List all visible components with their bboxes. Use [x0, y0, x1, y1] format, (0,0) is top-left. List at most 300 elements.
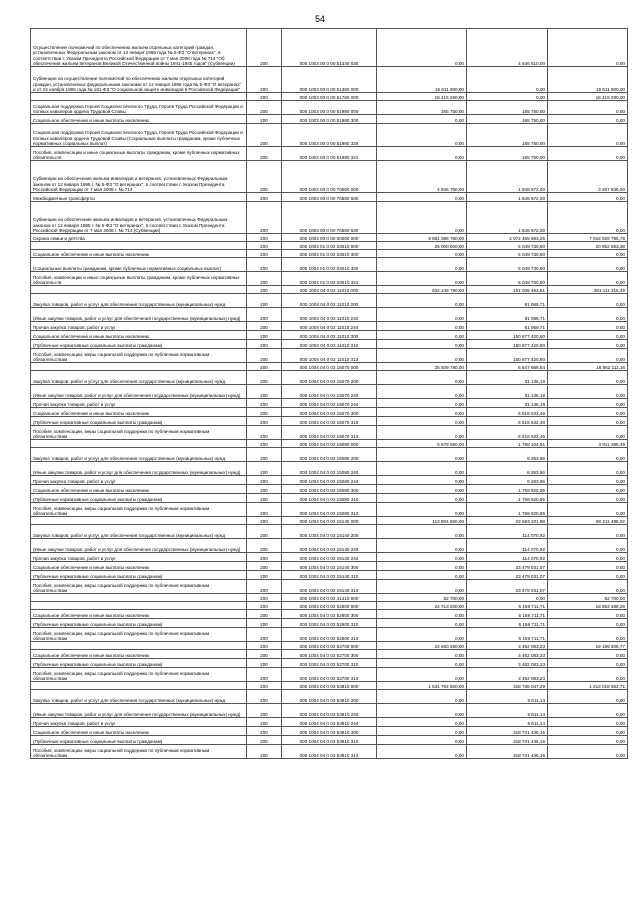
table-row: [31, 580, 628, 594]
table-row: [31, 193, 628, 202]
table-row: [31, 147, 628, 161]
row-assigned: 0,00: [377, 610, 467, 619]
row-budget-code: 000 1004 04 0 02 11010 310: [282, 340, 377, 349]
row-budget-code: 000 1003 00 0 00 51980 321: [282, 147, 377, 161]
row-unexecuted: 0,00: [548, 29, 628, 67]
table-row: [31, 294, 628, 308]
row-unexecuted: 0,00: [548, 690, 628, 704]
row-budget-code: 000 1004 04 0 02 15140 240: [282, 539, 377, 553]
row-unexecuted: 0,00: [548, 704, 628, 718]
row-executed: 5 611,14: [467, 718, 548, 727]
row-unexecuted: 0,00: [548, 322, 628, 331]
table-row: [31, 650, 628, 659]
table-row: [31, 594, 628, 602]
row-admin-code: 200: [247, 727, 282, 736]
row-admin-code: 200: [247, 619, 282, 628]
row-admin-code: 200: [247, 67, 282, 93]
row-budget-code: 000 1004 04 0 02 15140 000: [282, 517, 377, 525]
row-assigned: 0,00: [377, 250, 467, 258]
row-unexecuted: 0,00: [548, 610, 628, 619]
row-assigned: 9 681 386 780,00: [377, 234, 467, 242]
row-assigned: 0,00: [377, 580, 467, 594]
row-name: Субвенции на осуществление полномочий по обеспечению жильем отдельных категорий граждан, установленных федеральными законами от 12 января 1995 года № 5-ФЗ "О ветеранах" и от 24 ноября 1995 года № 181-ФЗ "О социальной защите инвалидов в Российской Федерации": [31, 67, 247, 93]
row-budget-code: 000 1004 04 0 02 15140 300: [282, 562, 377, 571]
row-unexecuted: 481 111 316,49: [548, 286, 628, 294]
row-budget-code: 000 1004 04 0 03 53810 244: [282, 718, 377, 727]
row-admin-code: 200: [247, 462, 282, 476]
row-name: Социальное обеспечение и иные выплаты населению: [31, 562, 247, 571]
row-budget-code: 000 1003 00 0 00 70560 000: [282, 161, 377, 193]
row-name: Пособия, компенсации, меры социальной поддержки по публичным нормативным обязательствам: [31, 503, 247, 517]
row-admin-code: 200: [247, 642, 282, 650]
row-admin-code: 200: [247, 594, 282, 602]
row-assigned: 0,00: [377, 193, 467, 202]
row-executed: 1 848 672,00: [467, 161, 548, 193]
table-row: [31, 476, 628, 485]
row-assigned: 0,00: [377, 736, 467, 745]
row-admin-code: 200: [247, 286, 282, 294]
row-name: Социальное обеспечение и иные выплаты населению: [31, 331, 247, 340]
row-unexecuted: 0,00: [548, 619, 628, 628]
row-executed: 1 759 820,85: [467, 503, 548, 517]
row-budget-code: 000 1004 04 0 03 53810 240: [282, 704, 377, 718]
row-executed: 3 482 083,23: [467, 659, 548, 668]
row-admin-code: 200: [247, 349, 282, 363]
row-budget-code: 000 1004 04 0 02 11010 200: [282, 294, 377, 308]
table-row: [31, 161, 628, 193]
row-name: [31, 602, 247, 610]
row-budget-code: 000 1003 00 0 00 70560 500: [282, 193, 377, 202]
row-unexecuted: 52 700,00: [548, 594, 628, 602]
row-admin-code: 200: [247, 363, 282, 371]
row-unexecuted: 0,00: [548, 193, 628, 202]
table-row: [31, 426, 628, 440]
row-unexecuted: 0,00: [548, 408, 628, 417]
row-admin-code: 200: [247, 161, 282, 193]
table-row: [31, 322, 628, 331]
row-unexecuted: 0,00: [548, 659, 628, 668]
row-admin-code: 200: [247, 202, 282, 234]
row-admin-code: 200: [247, 517, 282, 525]
row-budget-code: 000 1004 04 0 02 52600 313: [282, 628, 377, 642]
row-budget-code: 000 1004 04 0 02 52700 313: [282, 668, 377, 682]
row-assigned: 0,00: [377, 562, 467, 571]
row-name: Закупка товаров, работ и услуг для обеспечения государственных (муниципальных) нужд: [31, 690, 247, 704]
row-admin-code: 200: [247, 571, 282, 580]
row-executed: 114 070,92: [467, 553, 548, 562]
row-admin-code: 200: [247, 580, 282, 594]
row-unexecuted: 20 952 593,38: [548, 242, 628, 250]
row-assigned: 0,00: [377, 349, 467, 363]
row-name: [31, 242, 247, 250]
row-executed: 6 159 711,71: [467, 602, 548, 610]
row-admin-code: 200: [247, 659, 282, 668]
row-name: Прочая закупка товаров, работ и услуг: [31, 399, 247, 408]
row-admin-code: 200: [247, 340, 282, 349]
row-budget-code: 000 1004 04 0 02 15080 310: [282, 494, 377, 503]
row-executed: 3 482 083,23: [467, 650, 548, 659]
row-name: Социальная поддержка Героев Социалистического Труда, Героев Труда Российской Федерации и полных кавалеров ордена Трудовой Славы: [31, 101, 247, 115]
row-name: (Публичные нормативные социальные выплаты гражданам): [31, 494, 247, 503]
row-assigned: 113 804 600,00: [377, 517, 467, 525]
row-name: Пособия, компенсации, меры социальной поддержки по публичным нормативным обязательствам: [31, 745, 247, 759]
row-assigned: 0,00: [377, 115, 467, 124]
table-row: [31, 29, 628, 67]
row-assigned: 0,00: [377, 619, 467, 628]
row-name: [31, 93, 247, 101]
row-executed: 23 593 101,98: [467, 517, 548, 525]
row-executed: 6 647 668,84: [467, 363, 548, 371]
row-budget-code: 000 1004 04 0 03 53810 200: [282, 690, 377, 704]
row-admin-code: 200: [247, 426, 282, 440]
row-admin-code: 200: [247, 745, 282, 759]
row-unexecuted: 0,00: [548, 745, 628, 759]
row-name: (Иные закупки товаров, работ и услуг для обеспечения государственных (муниципальных) нужд): [31, 704, 247, 718]
table-row: [31, 67, 628, 93]
row-budget-code: 000 1004 04 0 02 15070 200: [282, 371, 377, 385]
row-admin-code: 200: [247, 371, 282, 385]
row-assigned: 0,00: [377, 476, 467, 485]
row-executed: 3 482 083,23: [467, 668, 548, 682]
row-assigned: 0,00: [377, 704, 467, 718]
row-unexecuted: 0,00: [548, 628, 628, 642]
row-unexecuted: 0,00: [548, 736, 628, 745]
row-admin-code: 200: [247, 272, 282, 286]
row-name: Социальное обеспечение и иные выплаты населению: [31, 115, 247, 124]
row-budget-code: 000 1004 04 0 02 15070 000: [282, 363, 377, 371]
row-unexecuted: 3 257 838,00: [548, 161, 628, 193]
row-unexecuted: 0,00: [548, 525, 628, 539]
row-budget-code: 000 1004 04 0 02 52700 300: [282, 650, 377, 659]
row-unexecuted: 18 553 488,29: [548, 602, 628, 610]
row-executed: 1 759 820,85: [467, 494, 548, 503]
row-admin-code: 200: [247, 718, 282, 727]
row-executed: 114 070,92: [467, 525, 548, 539]
row-budget-code: 000 1004 04 0 02 15070 313: [282, 426, 377, 440]
row-budget-code: 000 1004 04 0 02 15140 200: [282, 525, 377, 539]
row-name: Пособия, компенсации, меры социальной поддержки по публичным нормативным обязательствам: [31, 668, 247, 682]
row-assigned: 0,00: [377, 408, 467, 417]
row-assigned: 0,00: [377, 494, 467, 503]
row-assigned: 0,00: [377, 340, 467, 349]
row-admin-code: 200: [247, 503, 282, 517]
row-assigned: 22 660 390,00: [377, 642, 467, 650]
row-unexecuted: 0,00: [548, 539, 628, 553]
row-admin-code: 200: [247, 385, 282, 399]
row-unexecuted: 0,00: [548, 553, 628, 562]
row-admin-code: 200: [247, 294, 282, 308]
row-name: [31, 363, 247, 371]
row-assigned: 18 415 290,00: [377, 93, 467, 101]
row-executed: 5 049 730,60: [467, 242, 548, 250]
row-admin-code: 200: [247, 250, 282, 258]
row-unexecuted: 0,00: [548, 147, 628, 161]
row-assigned: 52 700,00: [377, 594, 467, 602]
row-budget-code: 000 1004 04 0 02 15070 240: [282, 385, 377, 399]
row-admin-code: 200: [247, 736, 282, 745]
row-name: [31, 682, 247, 690]
row-executed: 150 877 420,80: [467, 340, 548, 349]
row-name: [31, 286, 247, 294]
row-admin-code: 200: [247, 448, 282, 462]
row-budget-code: 000 1004 04 0 03 53810 310: [282, 736, 377, 745]
row-assigned: 0,00: [377, 399, 467, 408]
row-budget-code: 000 1004 00 0 00 00000 000: [282, 234, 377, 242]
row-unexecuted: 0,00: [548, 202, 628, 234]
row-executed: 31 136,18: [467, 399, 548, 408]
row-name: Социальное обеспечение и иные выплаты населению: [31, 650, 247, 659]
row-admin-code: 200: [247, 562, 282, 571]
row-executed: 23 479 031,07: [467, 562, 548, 571]
row-executed: 3 482 083,23: [467, 642, 548, 650]
row-executed: 5 049 730,60: [467, 258, 548, 272]
row-executed: 150 877 420,80: [467, 331, 548, 340]
row-admin-code: 200: [247, 193, 282, 202]
row-executed: 81 069,71: [467, 322, 548, 331]
row-assigned: 0,00: [377, 124, 467, 147]
row-assigned: 15 611 900,00: [377, 67, 467, 93]
row-name: Прочая закупка товаров, работ и услуг: [31, 718, 247, 727]
row-budget-code: 000 1003 00 0 00 51340 530: [282, 29, 377, 67]
row-assigned: 0,00: [377, 29, 467, 67]
table-row: [31, 485, 628, 494]
row-budget-code: 000 1004 04 0 02 52700 310: [282, 659, 377, 668]
row-budget-code: 000 1004 04 0 02 15070 310: [282, 417, 377, 426]
row-budget-code: 000 1003 00 0 00 51350 000: [282, 67, 377, 93]
row-name: Закупка товаров, работ и услуг для обеспечения государственных (муниципальных) нужд: [31, 448, 247, 462]
row-executed: 31 136,18: [467, 371, 548, 385]
row-unexecuted: 3 911 385,49: [548, 440, 628, 448]
row-admin-code: 200: [247, 101, 282, 115]
row-unexecuted: 7 618 929 796,75: [548, 234, 628, 242]
row-assigned: 24 713 200,00: [377, 602, 467, 610]
row-assigned: 0,00: [377, 448, 467, 462]
row-unexecuted: 0,00: [548, 462, 628, 476]
row-name: Прочая закупка товаров, работ и услуг: [31, 553, 247, 562]
row-budget-code: 000 1004 04 0 02 15140 313: [282, 580, 377, 594]
row-assigned: 0,00: [377, 553, 467, 562]
row-unexecuted: 0,00: [548, 448, 628, 462]
row-unexecuted: 0,00: [548, 124, 628, 147]
row-budget-code: 000 1004 04 0 02 11010 300: [282, 331, 377, 340]
row-admin-code: 200: [247, 485, 282, 494]
row-executed: 165 750,00: [467, 147, 548, 161]
row-admin-code: 200: [247, 93, 282, 101]
row-executed: 5 611,14: [467, 690, 548, 704]
row-admin-code: 200: [247, 668, 282, 682]
table-row: [31, 610, 628, 619]
row-executed: 0,00: [467, 594, 548, 602]
row-unexecuted: 0,00: [548, 294, 628, 308]
row-unexecuted: 0,00: [548, 426, 628, 440]
row-assigned: 0,00: [377, 147, 467, 161]
row-budget-code: 000 1004 04 0 02 52700 000: [282, 642, 377, 650]
row-admin-code: 200: [247, 682, 282, 690]
row-executed: 81 069,71: [467, 308, 548, 322]
row-budget-code: 000 1004 04 0 02 11010 000: [282, 286, 377, 294]
row-executed: 1 848 672,00: [467, 202, 548, 234]
row-budget-code: 000 1004 04 0 02 11010 240: [282, 308, 377, 322]
row-name: (Публичные нормативные социальные выплаты гражданам): [31, 417, 247, 426]
table-row: [31, 124, 628, 147]
table-row: [31, 642, 628, 650]
row-executed: 23 479 031,07: [467, 571, 548, 580]
row-assigned: 0,00: [377, 272, 467, 286]
table-row: [31, 286, 628, 294]
row-unexecuted: 0,00: [548, 101, 628, 115]
row-assigned: 0,00: [377, 202, 467, 234]
budget-table: [30, 28, 628, 759]
row-admin-code: 200: [247, 539, 282, 553]
row-executed: 165 750,00: [467, 124, 548, 147]
row-budget-code: 000 1004 04 0 03 53810 000: [282, 682, 377, 690]
row-unexecuted: 0,00: [548, 371, 628, 385]
table-row: [31, 745, 628, 759]
row-name: (Социальные выплаты гражданам, кроме публичных нормативных социальных выплат): [31, 258, 247, 272]
row-unexecuted: 0,00: [548, 272, 628, 286]
row-executed: 5 049 730,60: [467, 250, 548, 258]
row-budget-code: 000 1004 04 0 02 52600 000: [282, 602, 377, 610]
row-executed: 8 263,66: [467, 476, 548, 485]
row-assigned: 0,00: [377, 485, 467, 494]
row-executed: 0,00: [467, 67, 548, 93]
table-row: [31, 704, 628, 718]
table-row: [31, 494, 628, 503]
table-row: [31, 525, 628, 539]
row-budget-code: 000 1003 00 0 00 51980 320: [282, 124, 377, 147]
row-name: (Публичные нормативные социальные выплаты гражданам): [31, 571, 247, 580]
row-assigned: 0,00: [377, 308, 467, 322]
table-row: [31, 736, 628, 745]
row-name: Социальное обеспечение и иные выплаты населению: [31, 727, 247, 736]
row-admin-code: 200: [247, 308, 282, 322]
row-executed: 318 731 436,15: [467, 736, 548, 745]
row-assigned: 165 750,00: [377, 101, 467, 115]
row-assigned: 0,00: [377, 385, 467, 399]
row-unexecuted: 0,00: [548, 417, 628, 426]
row-assigned: 0,00: [377, 690, 467, 704]
table-row: [31, 371, 628, 385]
row-executed: 165 750,00: [467, 115, 548, 124]
table-row: [31, 571, 628, 580]
row-budget-code: 000 1003 00 0 00 70560 530: [282, 202, 377, 234]
row-assigned: 4 846 760,00: [377, 161, 467, 193]
row-admin-code: 200: [247, 417, 282, 426]
row-unexecuted: 0,00: [548, 258, 628, 272]
table-row: [31, 539, 628, 553]
row-name: Прочая закупка товаров, работ и услуг: [31, 322, 247, 331]
table-row: [31, 385, 628, 399]
row-unexecuted: 0,00: [548, 385, 628, 399]
table-row: [31, 417, 628, 426]
row-name: (Публичные нормативные социальные выплаты гражданам): [31, 659, 247, 668]
row-executed: 1 768 104,51: [467, 440, 548, 448]
row-name: Охрана семьи и детства: [31, 234, 247, 242]
table-row: [31, 727, 628, 736]
row-executed: 1 759 820,85: [467, 485, 548, 494]
row-executed: 0,00: [467, 93, 548, 101]
row-unexecuted: 0,00: [548, 485, 628, 494]
row-budget-code: 000 1004 04 0 02 15070 300: [282, 408, 377, 417]
row-budget-code: 000 1004 04 0 02 15140 310: [282, 571, 377, 580]
table-row: [31, 250, 628, 258]
table-row: [31, 619, 628, 628]
row-unexecuted: 0,00: [548, 718, 628, 727]
table-row: [31, 399, 628, 408]
row-name: [31, 517, 247, 525]
row-unexecuted: 0,00: [548, 571, 628, 580]
row-budget-code: 000 1004 04 0 02 52600 300: [282, 610, 377, 619]
row-budget-code: 000 1004 04 0 02 41410 000: [282, 594, 377, 602]
row-executed: 81 069,71: [467, 294, 548, 308]
row-unexecuted: 19 198 306,77: [548, 642, 628, 650]
table-row: [31, 272, 628, 286]
row-budget-code: 000 1004 04 0 02 15080 240: [282, 462, 377, 476]
row-assigned: 0,00: [377, 331, 467, 340]
row-admin-code: 200: [247, 399, 282, 408]
row-assigned: 0,00: [377, 745, 467, 759]
row-budget-code: 000 1003 00 0 00 51980 000: [282, 101, 377, 115]
row-unexecuted: 18 862 111,16: [548, 363, 628, 371]
row-budget-code: 000 1004 04 0 02 15080 000: [282, 440, 377, 448]
row-admin-code: 200: [247, 476, 282, 485]
row-unexecuted: 0,00: [548, 494, 628, 503]
table-row: [31, 718, 628, 727]
row-name: Социальное обеспечение и иные выплаты населению: [31, 250, 247, 258]
row-admin-code: 200: [247, 494, 282, 503]
row-admin-code: 200: [247, 440, 282, 448]
row-admin-code: 200: [247, 408, 282, 417]
row-admin-code: 200: [247, 704, 282, 718]
row-budget-code: 000 1004 04 0 03 53810 313: [282, 745, 377, 759]
row-unexecuted: 15 611 900,00: [548, 67, 628, 93]
table-row: [31, 308, 628, 322]
row-budget-code: 000 1004 04 0 02 11010 244: [282, 322, 377, 331]
row-executed: 6 159 711,71: [467, 628, 548, 642]
row-name: [31, 594, 247, 602]
row-name: (Публичные нормативные социальные выплаты гражданам): [31, 619, 247, 628]
row-name: Социальное обеспечение и иные выплаты населению: [31, 408, 247, 417]
row-assigned: 25 000 000,00: [377, 242, 467, 250]
row-admin-code: 200: [247, 553, 282, 562]
row-budget-code: 000 1004 01 0 02 03010 000: [282, 242, 377, 250]
row-name: (Публичные нормативные социальные выплаты гражданам): [31, 340, 247, 349]
row-assigned: 0,00: [377, 628, 467, 642]
table-row: [31, 115, 628, 124]
table-row: [31, 553, 628, 562]
row-name: Осуществление полномочий по обеспечению жильем отдельных категорий граждан, установленных Федеральным законом от 12 января 1995 года № 5-ФЗ "О ветеранах", в соответствии с Указом Президента Российской Федерации от 7 мая 2008 года № 714 "Об обеспечении жильем ветеранов Великой Отечественной войны 1941-1945 годов" (Субвенции): [31, 29, 247, 67]
table-row: [31, 503, 628, 517]
row-admin-code: 200: [247, 258, 282, 272]
row-budget-code: 000 1004 04 0 02 15070 244: [282, 399, 377, 408]
table-row: [31, 234, 628, 242]
row-name: Закупка товаров, работ и услуг для обеспечения государственных (муниципальных) нужд: [31, 525, 247, 539]
row-admin-code: 200: [247, 610, 282, 619]
row-name: Пособия, компенсации и иные социальные выплаты гражданам, кроме публичных нормативных обязательств: [31, 272, 247, 286]
table-row: [31, 659, 628, 668]
row-assigned: 5 679 580,00: [377, 440, 467, 448]
table-row: [31, 462, 628, 476]
row-unexecuted: 0,00: [548, 308, 628, 322]
row-executed: 165 750,00: [467, 101, 548, 115]
row-name: Пособия, компенсации и иные социальные выплаты гражданам, кроме публичных нормативных обязательств: [31, 147, 247, 161]
row-unexecuted: 18 415 290,00: [548, 93, 628, 101]
row-name: Закупка товаров, работ и услуг для обеспечения государственных (муниципальных) нужд: [31, 294, 247, 308]
row-assigned: 0,00: [377, 462, 467, 476]
row-name: Пособия, компенсации, меры социальной поддержки по публичным нормативным обязательствам: [31, 628, 247, 642]
row-unexecuted: 0,00: [548, 476, 628, 485]
row-assigned: 25 509 780,00: [377, 363, 467, 371]
